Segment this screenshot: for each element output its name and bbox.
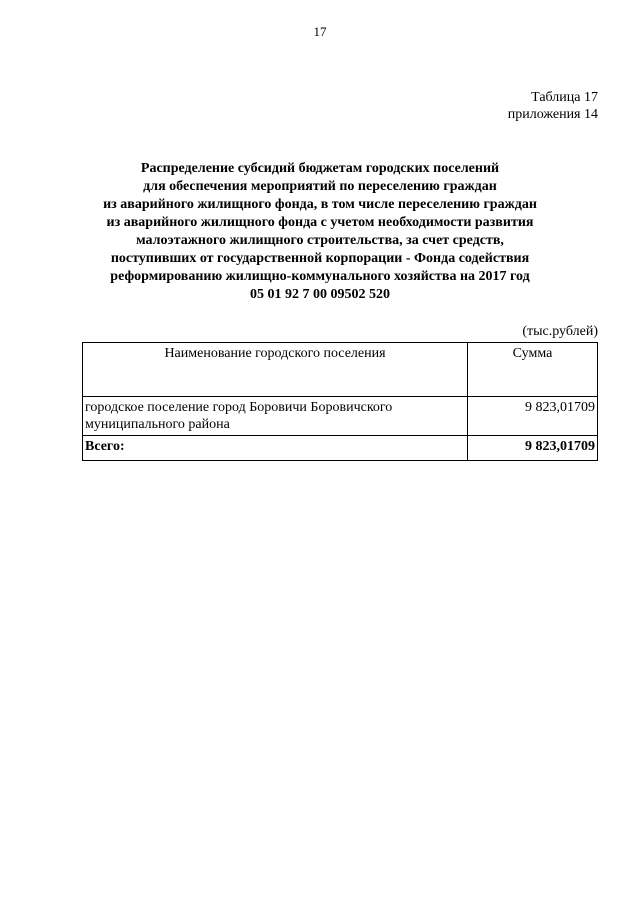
table-total-row [83,436,598,461]
table-header-row [83,343,598,397]
title-line: малоэтажного жилищного строительства, за счет средств, [136,233,504,248]
subsidy-table [82,342,598,461]
title-line: для обеспечения мероприятий по переселению граждан [143,179,497,194]
total-sum: 9 823,01709 [468,436,598,461]
header-name: Наименование городского поселения [83,343,468,397]
page-number: 17 [313,24,327,39]
table-row [83,397,598,436]
document-title [60,160,580,286]
title-line: реформированию жилищно-коммунального хозяйства на 2017 год [110,269,530,284]
table-reference [508,89,598,123]
title-line: Распределение субсидий бюджетам городских поселений [140,161,500,176]
table-reference-line1: Таблица 17 [531,90,598,105]
title-line: из аварийного жилищного фонда с учетом необходимости развития [106,215,534,230]
total-label: Всего: [83,436,468,461]
table-reference-line2: приложения 14 [507,107,598,122]
title-line: поступивших от государственной корпорации - Фонда содействия [110,251,530,266]
title-line: из аварийного жилищного фонда, в том числе переселению граждан [103,197,537,212]
row-sum: 9 823,01709 [468,397,598,436]
budget-code: 05 01 92 7 00 09502 520 [250,287,390,302]
units-label: (тыс.рублей) [522,324,598,339]
row-name: городское поселение город Боровичи Боровичского муниципального района [83,397,468,436]
header-sum: Сумма [468,343,598,397]
